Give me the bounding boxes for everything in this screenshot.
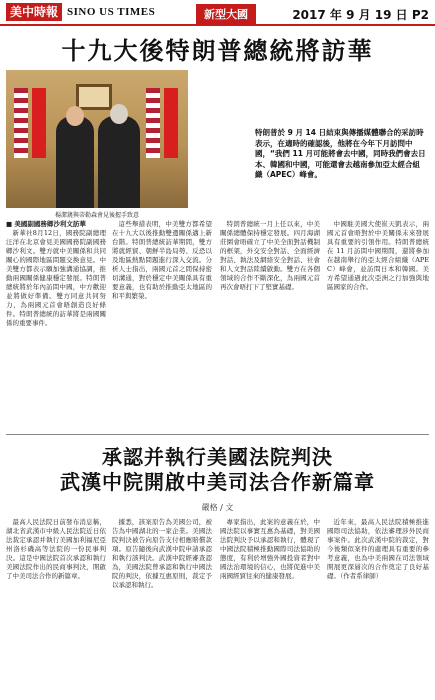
story2-col2-text: 據悉，該案原告為美國公司，被告為中國湖北的一家企業。美國法院判決被告向原告支付相應賠償款項。原告隨後向武漢中院申請承認和執行該判決。武漢中院經審查認為，美國法院曾承認和執行中國法院的判決，依據互惠原則，裁定予以承認和執行。 [112,518,212,589]
story1-column-3 [220,220,320,425]
story1-col2-text: 這些舉措表明，中美雙方都希望在十九大以後推動雙邊關係邁上新台階。特朗普總統訪華期間，雙方將就經貿、朝鮮半島局勢、反恐以及地區熱點問題進行深入交流。分析人士指出，兩國元首之間保持密切溝通，對於穩定中美關係具有重要意義，也有助於推動亞太地區的和平與繁榮。 [112,220,212,300]
story1-column-2 [112,220,212,425]
masthead [0,0,435,26]
story2-headline [0,445,435,495]
story1-column-1 [6,220,106,425]
china-flag-icon [32,88,46,158]
story2-column-4 [327,518,429,694]
china-flag-icon [164,88,178,158]
person-left [56,116,94,208]
story1-subhead: ■ 美國副國務卿沙利文訪華 [6,220,86,228]
story1-column-4 [327,220,429,425]
section-divider [6,434,429,435]
story2-byline: 嚴格 / 文 [201,503,234,512]
photo-caption: 楊潔篪與蒂勒森會見後握手致意 [54,212,139,219]
story2-col4-text: 近年來，最高人民法院積極推進國際司法協助，依法審理涉外民商事案件。此次武漢中院的裁定，對今後類似案件的處理具有重要的參考意義，也為中美兩國在司法領域開展更深層次的合作奠定了良好基礎。（作者系律師） [327,518,429,580]
dateline: 2017 年 9 月 19 日 P2 [292,8,429,22]
painting-frame [76,84,112,110]
us-flag-icon [14,88,28,158]
person-right [98,116,140,208]
person-left-head [66,106,84,126]
story1-pullquote: 特朗普於 9 月 14 日結束與傳播媒體聯合的采訪時表示，在適時的確認後，他將在今年下月訪問中國，“我們 11 月可能將會去中國，同時我們會去日本、韓國和中國，可能還會去越南參加亞太經合組織（APEC）峰會。 [255,128,426,179]
story1-col1-text: 新華社8月12日，國務院副總理汪洋在北京會見美國國務院副國務卿沙利文。雙方就中美關係和共同關心的國際地區問題交換意見。中美雙方都表示願加強溝通協調，推動兩國關係健康穩定發展。特朗普總統將於年內訪問中國，中方歡迎並將做好準備。雙方同意共同努力，為兩國元首會晤創造良好條件。特朗普總統的訪華將是兩國關係的重要事件。 [6,229,106,327]
story1-col3-text: 特朗普總統一月上任以來，中美關係總體保持穩定發展。四月海湖莊園會晤確立了中美全面對話機制的框架，外交安全對話、全面經濟對話、執法及網絡安全對話、社會和人文對話陸續啟動。雙方在各個領域的合作不斷深化，為兩國元首再次會晤打下了堅實基礎。 [220,220,320,291]
story2-column-3 [220,518,320,694]
section-tag: 新型大國 [196,4,256,24]
us-flag-icon [146,88,160,158]
news-photo [6,70,188,208]
story2-headline-line2: 武漢中院開啟中美司法合作新篇章 [60,470,375,494]
story2-headline-line1: 承認并執行美國法院判決 [102,445,333,469]
logo-en: SINO US TIMES [67,6,156,18]
logo-cn: 美中時報 [6,3,62,21]
story2-col1-text: 最高人民法院日前發布消息稱，湖北省武漢市中級人民法院近日依法裁定承認并執行美國加利福尼亞州洛杉磯高等法院的一份民事判決。這是中國法院首次承認和執行美國法院作出的民商事判決，開啟了中美司法合作的新篇章。 [6,518,106,580]
story2-column-1 [6,518,106,694]
story1-headline: 十九大後特朗普總統將訪華 [61,37,374,65]
person-right-head [110,104,128,124]
story2-col3-text: 專家指出，此案的意義在於，中國法院以事實互惠為基礎，對美國法院判決予以承認和執行，體現了中國法院積極推動國際司法協助的態度，有利於增強外國投資者對中國法治環境的信心，也將促進中美兩國經貿往來的健康發展。 [220,518,320,580]
story1-col4-text: 中國駐美國大使崔天凱表示，兩國元首會晤對於中美關係未來發展具有重要的引領作用。特朗普總統在 11 月訪問中國期間，還將參加在越南舉行的亞太經合組織（APEC）峰會，並訪問日本和韓國。美方希望通過此次亞洲之行加強與地區國家的合作。 [327,220,429,291]
story2-column-2 [112,518,212,694]
